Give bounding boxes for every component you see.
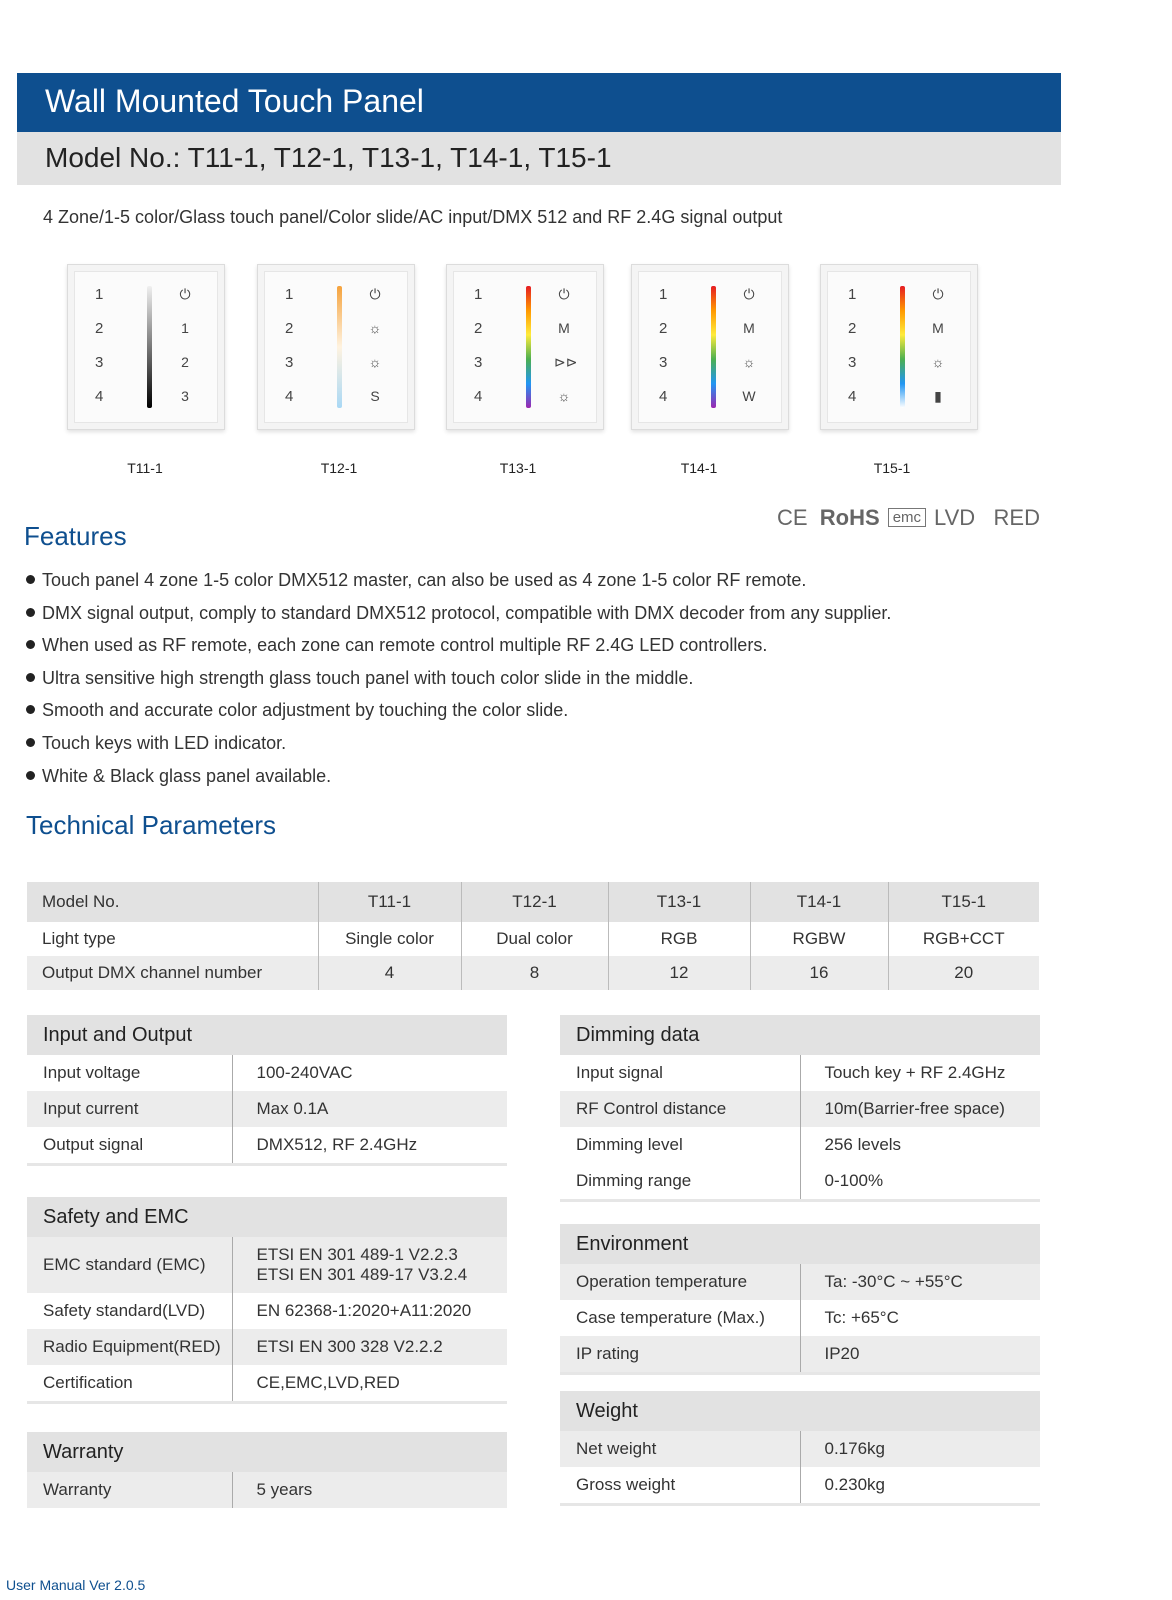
table-row xyxy=(27,1293,507,1329)
param-label: Output signal xyxy=(27,1127,232,1165)
rohs-mark: RoHS xyxy=(819,505,880,530)
feature-item xyxy=(26,733,286,754)
table-row xyxy=(27,922,1039,956)
table-cell: Light type xyxy=(42,929,116,948)
touch-panel-image xyxy=(257,264,415,430)
function-key: 1 xyxy=(181,320,189,336)
table-header: T11-1 xyxy=(318,882,461,922)
zone-key: 3 xyxy=(95,354,104,371)
panel-glass xyxy=(638,271,782,423)
table-cell: 12 xyxy=(608,956,750,990)
section-title: Environment xyxy=(560,1224,1040,1264)
tech-heading: Technical Parameters xyxy=(26,810,276,840)
param-value: 10m(Barrier-free space) xyxy=(800,1091,1040,1127)
bullet-icon xyxy=(26,705,35,714)
param-value-line: ETSI EN 301 489-1 V2.2.3 xyxy=(256,1245,458,1264)
color-slide xyxy=(147,286,152,408)
zone-key: 2 xyxy=(659,320,668,337)
feature-item xyxy=(26,635,767,656)
table-row xyxy=(27,1237,507,1293)
table-row xyxy=(560,1127,1040,1163)
zone-key: 2 xyxy=(848,320,857,337)
param-label: EMC standard (EMC) xyxy=(27,1237,232,1293)
panel-glass xyxy=(264,271,408,423)
emc-mark: emc xyxy=(888,508,926,527)
color-slide xyxy=(526,286,531,408)
feature-item xyxy=(26,766,331,787)
param-label: Case temperature (Max.) xyxy=(560,1300,800,1336)
table-row xyxy=(27,1365,507,1403)
function-key: ⏻ xyxy=(369,286,381,302)
table-cell: Dual color xyxy=(461,922,608,956)
feature-text: Touch panel 4 zone 1-5 color DMX512 master, can also be used as 4 zone 1-5 color RF remote. xyxy=(42,570,807,590)
table-row xyxy=(560,1336,1040,1374)
table-row xyxy=(560,1091,1040,1127)
zone-key: 2 xyxy=(95,320,104,337)
param-label: Input voltage xyxy=(27,1055,232,1091)
color-slide xyxy=(711,286,716,408)
color-slide xyxy=(337,286,342,408)
table-row xyxy=(27,1329,507,1365)
param-label: Dimming range xyxy=(560,1163,800,1201)
function-key: ⏻ xyxy=(743,286,755,302)
environment-table xyxy=(560,1224,1040,1375)
param-label: Certification xyxy=(27,1365,232,1403)
param-label: Net weight xyxy=(560,1431,800,1467)
param-value: 256 levels xyxy=(824,1135,902,1154)
table-row xyxy=(27,1472,507,1508)
table-header: T12-1 xyxy=(461,882,608,922)
bullet-icon xyxy=(26,575,35,584)
function-key: ☼ xyxy=(368,354,382,370)
param-label: Operation temperature xyxy=(560,1264,800,1300)
input-output-table xyxy=(27,1015,507,1166)
feature-text: DMX signal output, comply to standard DMX512 protocol, compatible with DMX decoder from any supplier. xyxy=(42,602,892,623)
ce-mark: CE xyxy=(777,505,808,530)
param-value: Ta: -30°C ~ +55°C xyxy=(800,1264,1040,1300)
panel-glass xyxy=(827,271,971,423)
footer-version: User Manual Ver 2.0.5 xyxy=(6,1577,146,1593)
feature-text: Touch keys with LED indicator. xyxy=(42,733,287,753)
red-mark: RED xyxy=(993,505,1040,530)
section-title: Input and Output xyxy=(27,1015,507,1055)
lvd-mark: LVD xyxy=(934,505,976,530)
function-key: ⊳⊳ xyxy=(554,354,578,370)
title-bar xyxy=(17,73,1061,132)
warranty-table xyxy=(27,1432,507,1508)
zone-key: 3 xyxy=(848,354,857,371)
table-row xyxy=(27,1091,507,1127)
table-row xyxy=(560,1264,1040,1300)
features-heading: Features xyxy=(24,521,127,551)
page-title: Wall Mounted Touch Panel xyxy=(45,83,424,119)
table-cell: Single color xyxy=(318,922,461,956)
zone-key: 1 xyxy=(95,286,104,303)
zone-key: 4 xyxy=(659,388,668,405)
panel-glass xyxy=(74,271,218,423)
color-slide xyxy=(900,286,905,408)
param-value: Tc: +65°C xyxy=(824,1308,899,1327)
zone-key: 1 xyxy=(285,286,294,303)
model-table-header xyxy=(27,882,1039,922)
param-value-line: ETSI EN 301 489-17 V3.2.4 xyxy=(256,1265,468,1284)
bullet-icon xyxy=(26,673,35,682)
param-label: IP rating xyxy=(560,1336,800,1374)
feature-item xyxy=(26,700,568,721)
param-value: IP20 xyxy=(800,1336,1040,1374)
touch-panel-image xyxy=(820,264,978,430)
section-title: Safety and EMC xyxy=(27,1197,507,1237)
table-cell: RGB+CCT xyxy=(888,922,1039,956)
function-key: ☼ xyxy=(931,354,945,370)
param-label: Safety standard(LVD) xyxy=(27,1293,232,1329)
table-cell: Output DMX channel number xyxy=(27,956,318,990)
safety-emc-table xyxy=(27,1197,507,1404)
feature-item xyxy=(26,603,891,624)
feature-text: Smooth and accurate color adjustment by touching the color slide. xyxy=(42,700,569,721)
section-title: Warranty xyxy=(27,1432,507,1472)
function-key: ☼ xyxy=(742,354,756,370)
model-bar xyxy=(17,132,1061,185)
section-title: Weight xyxy=(560,1391,1040,1431)
certification-logos xyxy=(777,505,1040,531)
param-value: 5 years xyxy=(232,1472,507,1508)
param-value: CE,EMC,LVD,RED xyxy=(232,1365,507,1403)
zone-key: 3 xyxy=(659,354,668,371)
param-value: 0.176kg xyxy=(800,1431,1040,1467)
param-value: Touch key + RF 2.4GHz xyxy=(824,1063,1006,1082)
param-label: Input current xyxy=(27,1091,232,1127)
function-key: S xyxy=(370,388,380,404)
function-key: ▮ xyxy=(934,388,942,404)
panel-model-label: T13-1 xyxy=(499,460,537,476)
feature-text: White & Black glass panel available. xyxy=(42,765,332,786)
feature-item xyxy=(26,570,806,591)
touch-panel-image xyxy=(631,264,789,430)
weight-table xyxy=(560,1391,1040,1506)
table-row xyxy=(560,1055,1040,1091)
zone-key: 4 xyxy=(474,388,483,405)
zone-key: 2 xyxy=(474,320,483,337)
table-header: T14-1 xyxy=(750,882,888,922)
function-key: ☼ xyxy=(557,388,571,404)
table-row xyxy=(27,1127,507,1165)
param-value: 100-240VAC xyxy=(256,1063,353,1082)
param-value: DMX512, RF 2.4GHz xyxy=(232,1127,507,1165)
function-key: M xyxy=(932,320,944,336)
table-row xyxy=(27,956,1039,990)
param-value: ETSI EN 300 328 V2.2.2 xyxy=(232,1329,507,1365)
feature-text: Ultra sensitive high strength glass touch panel with touch color slide in the middle. xyxy=(42,667,694,688)
table-row xyxy=(560,1467,1040,1505)
param-value: 0.230kg xyxy=(800,1467,1040,1505)
zone-key: 1 xyxy=(848,286,857,303)
param-label: Warranty xyxy=(27,1472,232,1508)
param-label: RF Control distance xyxy=(560,1091,800,1127)
zone-key: 2 xyxy=(285,320,294,337)
model-number: Model No.: T11-1, T12-1, T13-1, T14-1, T15-1 xyxy=(45,142,612,173)
zone-key: 1 xyxy=(659,286,668,303)
touch-panel-image xyxy=(67,264,225,430)
table-cell: 4 xyxy=(318,956,461,990)
param-value: Max 0.1A xyxy=(232,1091,507,1127)
table-header: Model No. xyxy=(27,882,318,922)
function-key: ⏻ xyxy=(558,286,570,302)
table-cell: RGBW xyxy=(750,922,888,956)
param-label: Radio Equipment(RED) xyxy=(27,1329,232,1365)
function-key: 2 xyxy=(181,354,189,370)
function-key: ⏻ xyxy=(179,286,191,302)
function-key: W xyxy=(742,388,756,404)
table-header: T13-1 xyxy=(608,882,750,922)
function-key: M xyxy=(743,320,755,336)
param-label: Input signal xyxy=(560,1055,800,1091)
bullet-icon xyxy=(26,738,35,747)
panel-model-label: T15-1 xyxy=(873,460,911,476)
table-row xyxy=(560,1431,1040,1467)
panel-model-label: T14-1 xyxy=(680,460,718,476)
function-key: ☼ xyxy=(368,320,382,336)
zone-key: 3 xyxy=(285,354,294,371)
param-value: EN 62368-1:2020+A11:2020 xyxy=(256,1301,472,1320)
feature-item xyxy=(26,668,693,689)
table-cell: 8 xyxy=(461,956,608,990)
function-key: ⏻ xyxy=(932,286,944,302)
panel-glass xyxy=(453,271,597,423)
feature-text: When used as RF remote, each zone can remote control multiple RF 2.4G LED controllers. xyxy=(42,635,768,656)
param-label: Gross weight xyxy=(560,1467,800,1505)
model-table xyxy=(27,882,1039,990)
param-value xyxy=(232,1237,507,1293)
panel-model-label: T12-1 xyxy=(320,460,358,476)
touch-panel-image xyxy=(446,264,604,430)
bullet-icon xyxy=(26,608,35,617)
param-label: Dimming level xyxy=(560,1127,800,1163)
zone-key: 4 xyxy=(848,388,857,405)
zone-key: 4 xyxy=(285,388,294,405)
table-row xyxy=(27,1055,507,1091)
function-key: 3 xyxy=(181,388,189,404)
table-cell: RGB xyxy=(608,922,750,956)
product-subtitle: 4 Zone/1-5 color/Glass touch panel/Color slide/AC input/DMX 512 and RF 2.4G signal output xyxy=(43,207,783,227)
zone-key: 1 xyxy=(474,286,483,303)
table-row xyxy=(560,1300,1040,1336)
function-key: M xyxy=(558,320,570,336)
panel-model-label: T11-1 xyxy=(127,460,163,476)
table-cell: 16 xyxy=(750,956,888,990)
table-header: T15-1 xyxy=(888,882,1039,922)
table-row xyxy=(560,1163,1040,1201)
bullet-icon xyxy=(26,771,35,780)
section-title: Dimming data xyxy=(560,1015,1040,1055)
bullet-icon xyxy=(26,640,35,649)
table-cell: 20 xyxy=(888,956,1039,990)
param-value: 0-100% xyxy=(800,1163,1040,1201)
dimming-table xyxy=(560,1015,1040,1202)
zone-key: 3 xyxy=(474,354,483,371)
zone-key: 4 xyxy=(95,388,104,405)
